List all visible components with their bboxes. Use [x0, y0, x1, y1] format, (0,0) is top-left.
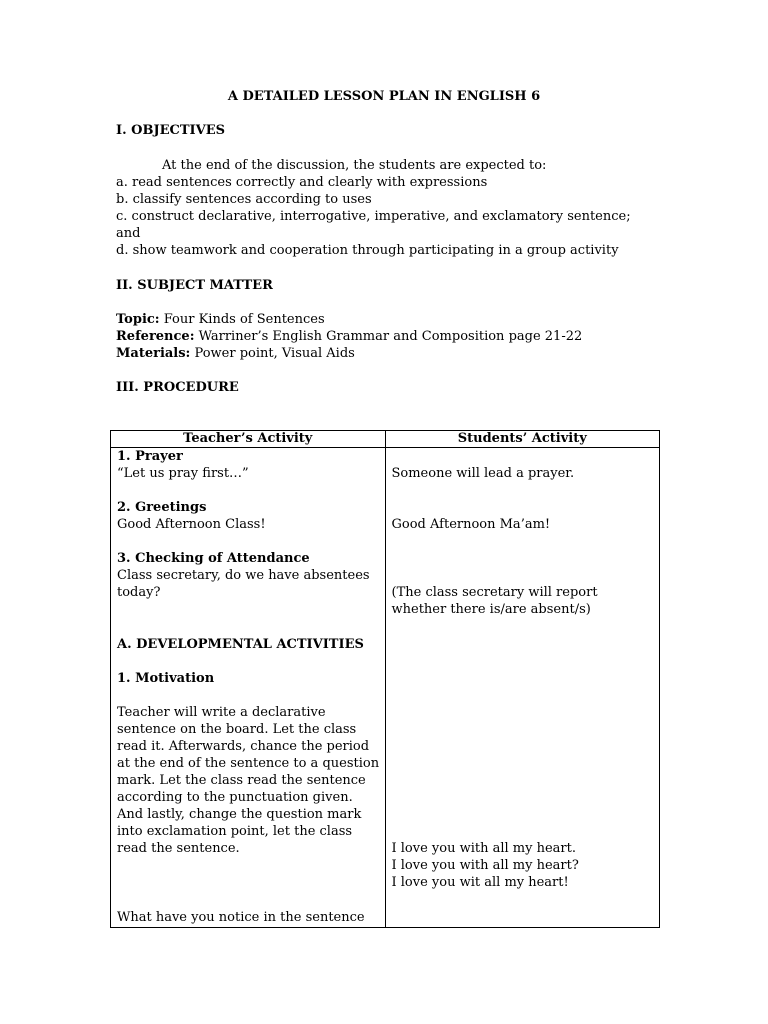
- attendance-text-2: today?: [117, 585, 161, 600]
- motivation-heading: 1. Motivation: [117, 671, 215, 686]
- motivation-line: And lastly, change the question mark: [117, 807, 362, 822]
- procedure-heading: III. PROCEDURE: [116, 380, 239, 395]
- objective-item: c. construct declarative, interrogative, imperative, and exclamatory sentence;: [116, 209, 631, 224]
- motivation-line: Teacher will write a declarative: [117, 705, 326, 720]
- topic-value: Four Kinds of Sentences: [159, 312, 325, 327]
- attendance-text-1: Class secretary, do we have absentees: [117, 568, 370, 583]
- students-column-header: Students’ Activity: [385, 431, 660, 448]
- reference-label: Reference:: [116, 329, 195, 344]
- greetings-heading: 2. Greetings: [117, 500, 207, 515]
- objectives-block: [116, 157, 676, 259]
- materials-line: [116, 345, 676, 362]
- students-activity-cell: [385, 448, 660, 928]
- student-sentence: I love you wit all my heart!: [391, 875, 569, 890]
- table-header-row: [111, 431, 660, 448]
- reference-value: Warriner’s English Grammar and Composition page 21-22: [194, 329, 583, 344]
- document-title: A DETAILED LESSON PLAN IN ENGLISH 6: [227, 89, 541, 104]
- student-sentence: I love you with all my heart?: [391, 858, 579, 873]
- objective-item: and: [116, 226, 141, 241]
- topic-line: [116, 311, 676, 328]
- objective-item: b. classify sentences according to uses: [116, 192, 372, 207]
- motivation-line: at the end of the sentence to a question: [117, 756, 380, 771]
- topic-label: Topic:: [116, 312, 160, 327]
- teacher-activity-cell: [111, 448, 386, 928]
- objectives-heading: I. OBJECTIVES: [116, 123, 225, 138]
- objective-item: a. read sentences correctly and clearly with expressions: [116, 175, 488, 190]
- objective-item: d. show teamwork and cooperation through participating in a group activity: [116, 243, 619, 258]
- materials-value: Power point, Visual Aids: [190, 346, 355, 361]
- motivation-line: read the sentence.: [117, 841, 240, 856]
- developmental-activities-heading: A. DEVELOPMENTAL ACTIVITIES: [117, 637, 364, 652]
- attendance-response-2: whether there is/are absent/s): [391, 602, 591, 617]
- attendance-response-1: (The class secretary will report: [391, 585, 598, 600]
- motivation-text: [117, 704, 379, 857]
- greetings-response: Good Afternoon Ma’am!: [391, 517, 551, 532]
- student-sentences: [392, 840, 654, 891]
- teacher-column-header: Teacher’s Activity: [111, 431, 386, 448]
- procedure-table: [110, 430, 660, 928]
- attendance-heading: 3. Checking of Attendance: [117, 551, 310, 566]
- greetings-text: Good Afternoon Class!: [117, 517, 266, 532]
- subject-matter-heading: II. SUBJECT MATTER: [116, 278, 273, 293]
- prayer-heading: 1. Prayer: [117, 449, 183, 464]
- subject-matter-block: [116, 311, 676, 362]
- materials-label: Materials:: [116, 346, 191, 361]
- motivation-line: according to the punctuation given.: [117, 790, 353, 805]
- reference-line: [116, 328, 676, 345]
- prayer-text: “Let us pray first…”: [117, 466, 249, 481]
- student-sentence: I love you with all my heart.: [391, 841, 577, 856]
- prayer-response: Someone will lead a prayer.: [391, 466, 575, 481]
- table-row: [111, 448, 660, 928]
- motivation-line: read it. Afterwards, chance the period: [117, 739, 370, 754]
- notice-question: What have you notice in the sentence: [117, 910, 365, 925]
- motivation-line: mark. Let the class read the sentence: [117, 773, 366, 788]
- motivation-line: into exclamation point, let the class: [117, 824, 353, 839]
- motivation-line: sentence on the board. Let the class: [117, 722, 357, 737]
- objectives-intro: At the end of the discussion, the students are expected to:: [162, 158, 547, 173]
